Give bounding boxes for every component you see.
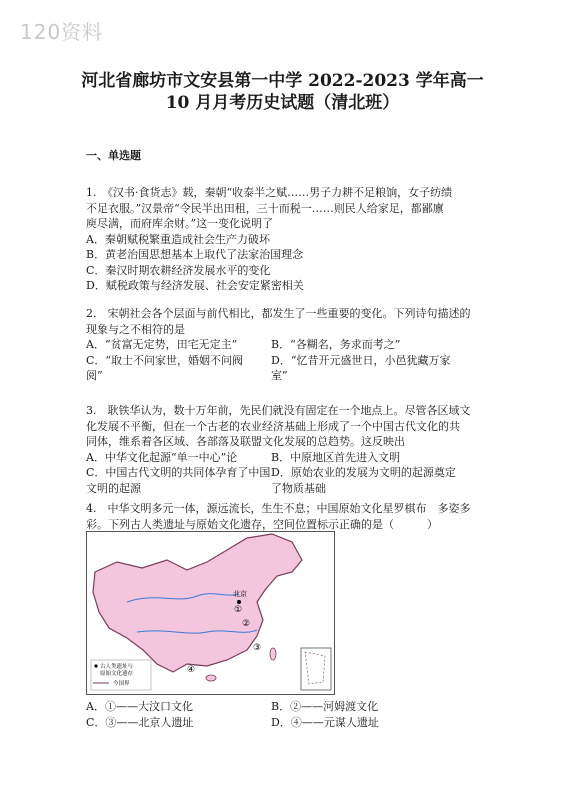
china-map-figure — [86, 531, 335, 695]
options-row — [86, 465, 486, 481]
marker-4: ④ — [187, 665, 196, 675]
beijing-dot — [237, 600, 241, 604]
options-row — [86, 699, 486, 715]
taiwan-island — [270, 648, 276, 660]
question-1 — [86, 185, 486, 294]
question-text-line: 同体，维系着各区域、各部落及联盟文化发展的总趋势。这反映出 — [86, 435, 405, 448]
question-4 — [86, 501, 486, 532]
options-row — [86, 353, 486, 369]
marker-2: ② — [242, 619, 251, 629]
question-text-line: 3. 耿铁华认为，数十万年前，先民们就没有固定在一个地点上。尽管各区域文 — [86, 404, 471, 417]
option-d[interactable]: D．“忆昔开元盛世日，小邑犹藏万家 — [271, 353, 451, 367]
beijing-label: 北京 — [233, 590, 247, 598]
section-heading: 一、单选题 — [86, 149, 141, 162]
legend-dot-icon — [94, 664, 97, 667]
option-d[interactable]: D．赋税政策与经济发展、社会安定紧密相关 — [86, 279, 304, 292]
option-c-continued: 文明的起源 — [86, 481, 141, 495]
legend-label-3: 今国界 — [113, 681, 130, 687]
south-sea-inset — [301, 648, 331, 690]
question-text-line: 化发展不平衡，但在一个古老的农业经济基础上形成了一个中国古代文化的共 — [86, 419, 460, 433]
option-b[interactable]: B．黄老治国思想基本上取代了法家治国理念 — [86, 248, 304, 261]
options-row — [86, 450, 486, 466]
document-title-line-1: 河北省廊坊市文安县第一中学 2022-2023 学年高一 — [81, 71, 484, 91]
option-c[interactable]: C．③——北京人遗址 — [86, 715, 194, 729]
option-b[interactable]: B．“各糊名，务求而考之” — [271, 338, 401, 351]
marker-1: ① — [234, 605, 243, 615]
hainan-island — [206, 675, 216, 681]
question-text-line: 2. 宋朝社会各个层面与前代相比，都发生了一些重要的变化。下列诗句描述的 — [86, 307, 471, 320]
question-text-line: 不足衣服。”汉景帝“令民半出田租，三十而税一……则民人给家足，都鄙廪 — [86, 201, 444, 215]
option-a[interactable]: A．中华文化起源“单一中心”论 — [86, 450, 238, 464]
option-d-continued: 了物质基础 — [271, 481, 326, 495]
option-b[interactable]: B．②——河姆渡文化 — [271, 700, 379, 713]
question-text-line: 4. 中华文明多元一体，源远流长，生生不息；中国原始文化星罗棋布 多姿多 — [86, 502, 471, 515]
option-d[interactable]: D．④——元谋人遗址 — [271, 715, 379, 729]
legend-label-2: 原始文化遗存 — [100, 671, 134, 677]
option-d[interactable]: D．原始农业的发展为文明的起源奠定 — [271, 466, 456, 479]
option-a[interactable]: A．“贫富无定势，田宅无定主” — [86, 338, 238, 351]
question-text-line: 彩。下列古人类遗址与原始文化遗存，空间位置标示正确的是（ ） — [86, 517, 438, 531]
question-text-line: 庾尽满，而府库余财。”这一变化说明了 — [86, 217, 274, 230]
options-row — [86, 337, 486, 353]
option-c[interactable]: C．秦汉时期农耕经济发展水平的变化 — [86, 263, 271, 277]
marker-3: ③ — [253, 643, 262, 653]
question-text-line: 1. 《汉书·食货志》载，秦朝“收泰半之赋……男子力耕不足粮饷，女子纺绩 — [86, 186, 453, 199]
question-4-options — [86, 699, 486, 730]
option-c[interactable]: C．中国古代文明的共同体孕育了中国 — [86, 466, 271, 479]
options-row — [86, 368, 486, 384]
option-a[interactable]: A．秦朝赋税繁重造成社会生产力破坏 — [86, 232, 270, 246]
document-title-line-2: 10 月月考历史试题（清北班） — [165, 93, 400, 113]
option-a[interactable]: A．①——大汶口文化 — [86, 700, 193, 713]
option-c[interactable]: C．“取士不问家世，婚姻不问阀 — [86, 353, 244, 367]
options-row — [86, 481, 486, 497]
legend-label-1: 古人类遗址与 — [100, 664, 134, 670]
options-row — [86, 715, 486, 731]
option-b[interactable]: B．中原地区首先进入文明 — [271, 450, 401, 464]
question-2 — [86, 306, 486, 384]
option-c-continued: 阅” — [86, 369, 103, 382]
watermark: 120资料 — [20, 20, 104, 44]
option-d-continued: 室” — [271, 369, 288, 382]
question-3 — [86, 403, 486, 496]
question-text-line: 现象与之不相符的是 — [86, 322, 185, 336]
map-graphic — [87, 532, 334, 694]
